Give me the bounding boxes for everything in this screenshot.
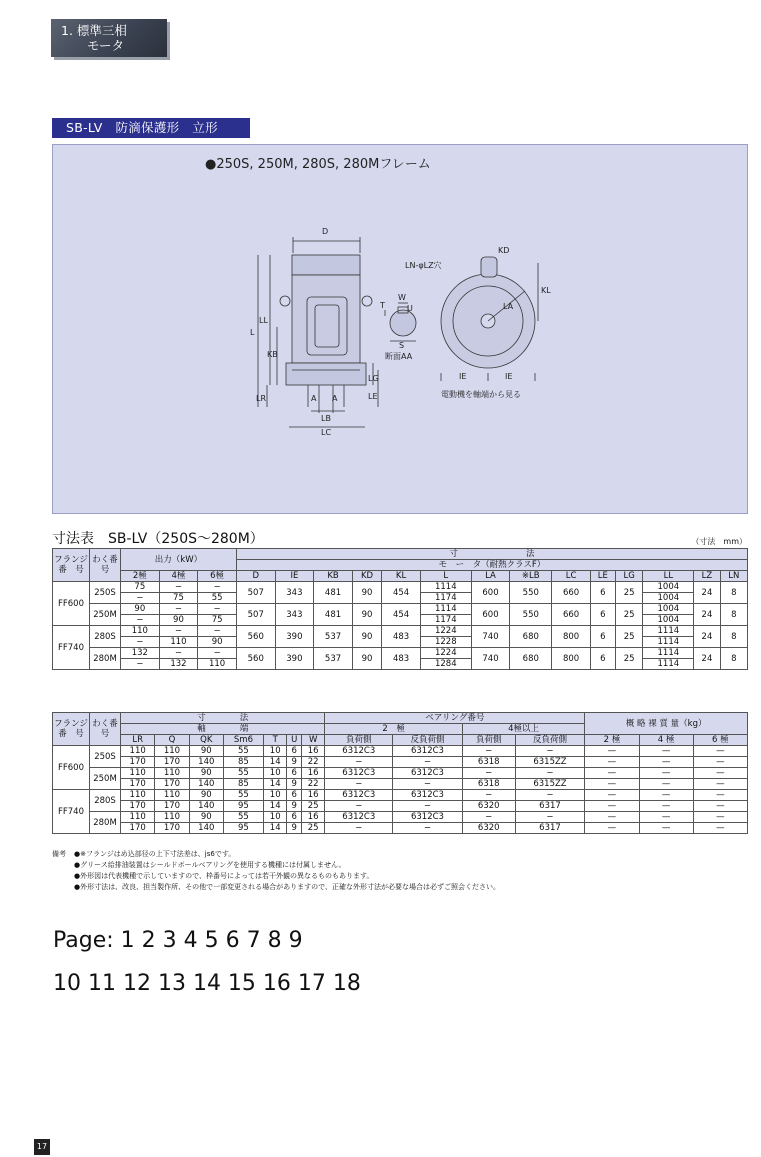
label-lc: LC (321, 428, 332, 437)
dim-cell: 507 (236, 582, 275, 604)
data-cell: 90 (189, 768, 223, 779)
data-cell: 6312C3 (325, 812, 393, 823)
data-cell: 90 (189, 812, 223, 823)
data-cell: − (325, 801, 393, 812)
data-cell: — (639, 779, 693, 790)
data-cell: — (639, 801, 693, 812)
data-cell: — (693, 757, 747, 768)
label-a2: A (332, 394, 338, 403)
th-pole: 4極 (159, 571, 198, 582)
data-cell: — (585, 779, 639, 790)
page-links-row2[interactable]: 10 11 12 13 14 15 16 17 18 (53, 971, 361, 996)
bearing-table (52, 712, 748, 834)
label-u: U (407, 304, 413, 313)
data-cell: 6318 (462, 757, 515, 768)
data-cell: 10 (263, 790, 287, 801)
table-row (53, 626, 748, 648)
table1-unit: （寸法 mm） (691, 537, 747, 546)
th2-2pole: 2 極 (325, 724, 462, 735)
data-cell: — (639, 746, 693, 757)
label-kd: KD (498, 246, 510, 255)
th2-mass: 概 略 裸 質 量（kg） (585, 713, 748, 735)
th-col: KB (314, 571, 353, 582)
data-cell: 110 (155, 812, 189, 823)
frame-cell: 250S (90, 582, 121, 604)
data-cell: 14 (263, 823, 287, 834)
data-cell: 110 (121, 790, 155, 801)
note-line: ●外形図は代表機種で示していますので、枠番号によっては若干外観の異なるものもあります。 (74, 872, 374, 880)
notes-label: 備考 (52, 850, 66, 858)
data-cell: 170 (121, 779, 155, 790)
data-cell: 110 (121, 768, 155, 779)
data-cell: − (325, 779, 393, 790)
dim-cell: 24 (694, 626, 721, 648)
data-cell: — (585, 757, 639, 768)
th-col: Q (155, 735, 189, 746)
data-cell: 6312C3 (393, 746, 463, 757)
label-ln: LN-φLZ穴 (405, 261, 442, 270)
th-output: 出力（kW） (121, 549, 237, 571)
label-ll: LL (259, 316, 268, 325)
th-col: T (263, 735, 287, 746)
note-line: ●グリース給排油装置はシールドボールベアリングを使用する機種には付属しません。 (74, 861, 346, 869)
dim-cell: 1224 1284 (420, 648, 471, 670)
chapter-tab (51, 19, 167, 57)
dimension-table (52, 548, 748, 670)
label-d: D (322, 227, 329, 236)
table-row (53, 582, 748, 604)
data-cell: 140 (189, 757, 223, 768)
th-col: KD (352, 571, 381, 582)
motor-side-view (258, 237, 378, 427)
th-col: L (420, 571, 471, 582)
output-cell: 110 − (121, 626, 160, 648)
data-cell: 110 (155, 790, 189, 801)
th-col: LR (121, 735, 155, 746)
data-cell: 140 (189, 801, 223, 812)
section-bar: SB-LV 防滴保護形 立形 (52, 118, 250, 138)
data-cell: — (693, 779, 747, 790)
data-cell: 85 (223, 757, 263, 768)
data-cell: 10 (263, 812, 287, 823)
data-cell: — (585, 768, 639, 779)
data-cell: — (639, 812, 693, 823)
frame-cell: 280M (90, 812, 121, 834)
data-cell: 55 (223, 790, 263, 801)
th-col: LE (590, 571, 615, 582)
data-cell: 90 (189, 790, 223, 801)
dim-cell: 8 (720, 648, 747, 670)
output-cell: − 90 (159, 604, 198, 626)
th-col: U (287, 735, 301, 746)
dim-cell: 6 (590, 648, 615, 670)
dim-cell: 343 (275, 604, 314, 626)
data-cell: — (639, 790, 693, 801)
th-col: 4 極 (639, 735, 693, 746)
data-cell: 25 (301, 801, 325, 812)
output-cell: − 90 (198, 626, 237, 648)
data-cell: — (585, 812, 639, 823)
label-lg: LG (368, 374, 379, 383)
data-cell: 6312C3 (325, 746, 393, 757)
dim-cell: 25 (615, 582, 643, 604)
data-cell: 16 (301, 812, 325, 823)
output-cell: − 75 (159, 582, 198, 604)
data-cell: 6320 (462, 801, 515, 812)
label-le: LE (368, 392, 378, 401)
table-row (53, 604, 748, 626)
data-cell: 170 (155, 823, 189, 834)
label-kl: KL (541, 286, 551, 295)
label-a: A (311, 394, 317, 403)
flange-cell: FF600 (53, 582, 90, 626)
data-cell: 170 (155, 757, 189, 768)
dim-cell: 8 (720, 604, 747, 626)
note-line: ●外形寸法は、改良、担当製作所、その他で一部変更される場合がありますので、正確な外形寸法が必要な場合は必ずご照会ください。 (74, 883, 500, 891)
data-cell: 6317 (515, 801, 585, 812)
dim-cell: 800 (552, 648, 591, 670)
table-row (53, 757, 748, 768)
dim-cell: 507 (236, 604, 275, 626)
th-col: 2 極 (585, 735, 639, 746)
data-cell: − (462, 790, 515, 801)
data-cell: — (693, 823, 747, 834)
data-cell: 170 (155, 801, 189, 812)
chapter-subtitle: モータ (87, 38, 125, 53)
label-t: T (380, 301, 385, 310)
th-col: Sm6 (223, 735, 263, 746)
data-cell: 14 (263, 757, 287, 768)
data-cell: − (515, 746, 585, 757)
dim-cell: 483 (382, 648, 421, 670)
label-la: LA (503, 302, 514, 311)
data-cell: − (393, 823, 463, 834)
table-row (53, 801, 748, 812)
data-cell: − (515, 790, 585, 801)
data-cell: 95 (223, 801, 263, 812)
th-col: 反負荷側 (515, 735, 585, 746)
data-cell: — (585, 746, 639, 757)
chapter-title: 1. 標準三相 (61, 23, 127, 38)
output-cell: 90 − (121, 604, 160, 626)
label-w: W (398, 293, 406, 302)
data-cell: − (515, 812, 585, 823)
data-cell: − (462, 768, 515, 779)
label-lb: LB (321, 414, 331, 423)
data-cell: 22 (301, 757, 325, 768)
data-cell: — (693, 812, 747, 823)
data-cell: — (585, 790, 639, 801)
data-cell: 6 (287, 812, 301, 823)
dim-cell: 660 (552, 582, 591, 604)
dim-cell: 680 (510, 626, 552, 648)
dim-cell: 483 (382, 626, 421, 648)
dim-cell: 537 (314, 648, 353, 670)
dim-cell: 90 (352, 648, 381, 670)
dim-cell: 740 (471, 648, 510, 670)
dim-cell: 560 (236, 648, 275, 670)
end-view-caption: 電動機を軸端から見る (441, 390, 521, 399)
th-waku: わく番号 (90, 549, 121, 582)
data-cell: — (693, 790, 747, 801)
data-cell: — (585, 801, 639, 812)
data-cell: − (393, 801, 463, 812)
data-cell: 6317 (515, 823, 585, 834)
data-cell: − (462, 746, 515, 757)
data-cell: 6 (287, 746, 301, 757)
dim-cell: 8 (720, 582, 747, 604)
notes (52, 849, 500, 893)
flange-cell: FF740 (53, 790, 90, 834)
dim-cell: 481 (314, 604, 353, 626)
label-lr: LR (256, 394, 267, 403)
frame-title: ●250S, 250M, 280S, 280Mフレーム (205, 157, 431, 172)
th-col: LN (720, 571, 747, 582)
th-pole: 2極 (121, 571, 160, 582)
data-cell: 16 (301, 768, 325, 779)
th-col: ※LB (510, 571, 552, 582)
data-cell: — (639, 768, 693, 779)
dim-cell: 481 (314, 582, 353, 604)
dim-cell: 1114 1174 (420, 604, 471, 626)
table-row (53, 790, 748, 801)
dim-cell: 1004 1004 (643, 604, 694, 626)
data-cell: 22 (301, 779, 325, 790)
frame-cell: 250S (90, 746, 121, 768)
dim-cell: 560 (236, 626, 275, 648)
th2-4pole: 4極以上 (462, 724, 585, 735)
th-col: D (236, 571, 275, 582)
data-cell: 25 (301, 823, 325, 834)
data-cell: 9 (287, 801, 301, 812)
data-cell: — (693, 768, 747, 779)
th-motor: モ ー タ（耐熱クラスF） (236, 560, 747, 571)
dim-cell: 90 (352, 582, 381, 604)
frame-cell: 280S (90, 626, 121, 648)
th-col: LC (552, 571, 591, 582)
th-col: 6 極 (693, 735, 747, 746)
dim-cell: 740 (471, 626, 510, 648)
th2-flange: フランジ番 号 (53, 713, 90, 746)
th-col: 負荷側 (325, 735, 393, 746)
frame-cell: 280M (90, 648, 121, 670)
motor-drawing (53, 145, 747, 513)
data-cell: — (639, 757, 693, 768)
data-cell: 170 (121, 757, 155, 768)
table-row (53, 779, 748, 790)
th-col: LA (471, 571, 510, 582)
th-col: KL (382, 571, 421, 582)
label-ie-left: IE (459, 372, 467, 381)
data-cell: — (693, 746, 747, 757)
data-cell: − (393, 779, 463, 790)
dim-cell: 390 (275, 626, 314, 648)
frame-cell: 250M (90, 768, 121, 790)
th-col: LZ (694, 571, 721, 582)
data-cell: 10 (263, 768, 287, 779)
dim-cell: 550 (510, 582, 552, 604)
data-cell: 6312C3 (393, 790, 463, 801)
dim-cell: 6 (590, 604, 615, 626)
dim-cell: 90 (352, 604, 381, 626)
data-cell: 170 (121, 823, 155, 834)
table-row (53, 812, 748, 823)
data-cell: 170 (121, 801, 155, 812)
section-aa-label: 断面AA (385, 352, 413, 361)
label-ie-right: IE (505, 372, 513, 381)
th-pole: 6極 (198, 571, 237, 582)
data-cell: 6312C3 (325, 790, 393, 801)
flange-cell: FF600 (53, 746, 90, 790)
dim-cell: 800 (552, 626, 591, 648)
page-number: 17 (34, 1139, 50, 1155)
data-cell: 14 (263, 779, 287, 790)
th-col: W (301, 735, 325, 746)
data-cell: 6 (287, 768, 301, 779)
dim-cell: 1114 1174 (420, 582, 471, 604)
note-line: ●※フランジはめ込部径の上下寸法差は、js6です。 (74, 850, 236, 858)
th-col: IE (275, 571, 314, 582)
data-cell: 6318 (462, 779, 515, 790)
page-links-row1[interactable]: Page: 1 2 3 4 5 6 7 8 9 (53, 928, 303, 953)
dim-cell: 25 (615, 648, 643, 670)
dim-cell: 24 (694, 604, 721, 626)
output-cell: 75 − (121, 582, 160, 604)
data-cell: 6315ZZ (515, 779, 585, 790)
dim-cell: 8 (720, 626, 747, 648)
th-col: 負荷側 (462, 735, 515, 746)
data-cell: − (325, 757, 393, 768)
table-row (53, 648, 748, 670)
data-cell: — (693, 801, 747, 812)
data-cell: − (393, 757, 463, 768)
data-cell: 16 (301, 746, 325, 757)
data-cell: 9 (287, 779, 301, 790)
table-row (53, 823, 748, 834)
th-col: 反負荷側 (393, 735, 463, 746)
data-cell: 10 (263, 746, 287, 757)
data-cell: 85 (223, 779, 263, 790)
data-cell: 110 (121, 746, 155, 757)
data-cell: — (585, 823, 639, 834)
dim-cell: 1224 1228 (420, 626, 471, 648)
data-cell: 140 (189, 779, 223, 790)
label-s: S (399, 341, 405, 350)
frame-cell: 250M (90, 604, 121, 626)
dim-cell: 660 (552, 604, 591, 626)
dim-cell: 6 (590, 626, 615, 648)
th2-waku: わく番号 (90, 713, 121, 746)
data-cell: 55 (223, 812, 263, 823)
dim-cell: 6 (590, 582, 615, 604)
data-cell: − (515, 768, 585, 779)
data-cell: 95 (223, 823, 263, 834)
dim-cell: 24 (694, 648, 721, 670)
drawing-panel (52, 144, 748, 514)
data-cell: − (325, 823, 393, 834)
data-cell: — (639, 823, 693, 834)
data-cell: 140 (189, 823, 223, 834)
th-dims: 寸 法 (236, 549, 747, 560)
th-col: LL (643, 571, 694, 582)
data-cell: 170 (155, 779, 189, 790)
table1-title: 寸法表 SB-LV（250S〜280M） (52, 531, 264, 547)
th-col: QK (189, 735, 223, 746)
data-cell: 6312C3 (325, 768, 393, 779)
output-cell: 132 − (121, 648, 160, 670)
dim-cell: 343 (275, 582, 314, 604)
th2-bearing: ベアリング番号 (325, 713, 585, 724)
dim-cell: 600 (471, 582, 510, 604)
output-cell: − 110 (198, 648, 237, 670)
data-cell: 55 (223, 746, 263, 757)
dim-cell: 24 (694, 582, 721, 604)
data-cell: 9 (287, 823, 301, 834)
dim-cell: 680 (510, 648, 552, 670)
table-row (53, 746, 748, 757)
dim-cell: 600 (471, 604, 510, 626)
dim-cell: 1114 1114 (643, 626, 694, 648)
dim-cell: 1114 1114 (643, 648, 694, 670)
label-l: L (250, 328, 255, 337)
data-cell: 6 (287, 790, 301, 801)
output-cell: − 132 (159, 648, 198, 670)
data-cell: 110 (155, 746, 189, 757)
dim-cell: 25 (615, 626, 643, 648)
data-cell: 110 (155, 768, 189, 779)
data-cell: 6320 (462, 823, 515, 834)
output-cell: − 75 (198, 604, 237, 626)
dim-cell: 454 (382, 582, 421, 604)
th-col: LG (615, 571, 643, 582)
data-cell: 14 (263, 801, 287, 812)
data-cell: 6315ZZ (515, 757, 585, 768)
data-cell: − (462, 812, 515, 823)
dim-cell: 90 (352, 626, 381, 648)
dim-cell: 537 (314, 626, 353, 648)
dim-cell: 550 (510, 604, 552, 626)
th2-dims: 寸 法 (121, 713, 325, 724)
data-cell: 9 (287, 757, 301, 768)
data-cell: 110 (121, 812, 155, 823)
output-cell: − 55 (198, 582, 237, 604)
data-cell: 6312C3 (393, 768, 463, 779)
frame-cell: 280S (90, 790, 121, 812)
data-cell: 16 (301, 790, 325, 801)
flange-cell: FF740 (53, 626, 90, 670)
th-flange: フランジ番 号 (53, 549, 90, 582)
dim-cell: 454 (382, 604, 421, 626)
motor-end-view (441, 257, 538, 381)
data-cell: 55 (223, 768, 263, 779)
dim-cell: 1004 1004 (643, 582, 694, 604)
label-kb: KB (267, 350, 278, 359)
output-cell: − 110 (159, 626, 198, 648)
table-row (53, 768, 748, 779)
dim-cell: 25 (615, 604, 643, 626)
data-cell: 6312C3 (393, 812, 463, 823)
th2-shaft: 軸 端 (121, 724, 325, 735)
data-cell: 90 (189, 746, 223, 757)
dim-cell: 390 (275, 648, 314, 670)
